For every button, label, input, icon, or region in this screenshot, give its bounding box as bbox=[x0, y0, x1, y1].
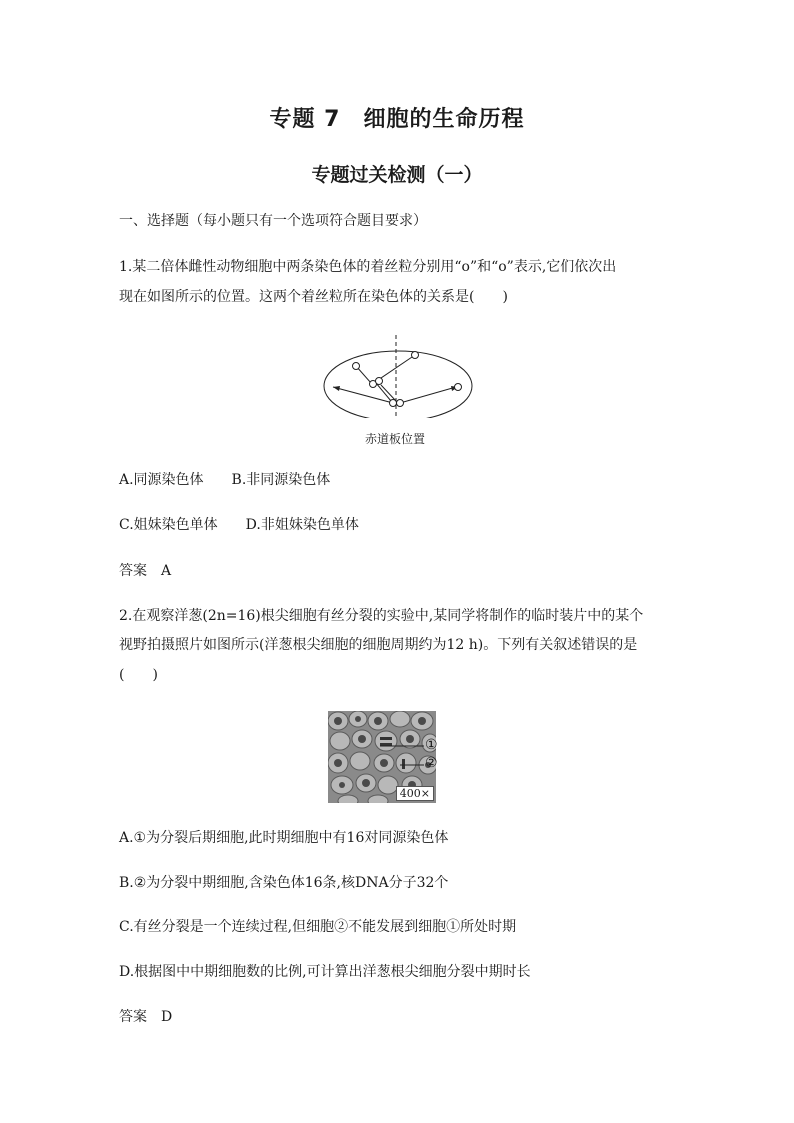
q2-label-1: ① bbox=[425, 737, 438, 753]
section-heading: 一、选择题（每小题只有一个选项符合题目要求） bbox=[119, 213, 427, 229]
q2-stem-line-1: 2.在观察洋葱(2n=16)根尖细胞有丝分裂的实验中,某同学将制作的临时装片中的某个 bbox=[119, 608, 644, 624]
centromere-paths bbox=[333, 355, 456, 403]
q1-options-line-1: A.同源染色体 B.非同源染色体 bbox=[119, 472, 331, 488]
q2-option-c: C.有丝分裂是一个连续过程,但细胞②不能发展到细胞①所处时期 bbox=[119, 919, 517, 935]
q1-stem-line-2: 现在如图所示的位置。这两个着丝粒所在染色体的关系是( ) bbox=[119, 289, 508, 305]
q1-cell-diagram bbox=[318, 333, 478, 418]
centromeres bbox=[353, 352, 462, 407]
q2-option-a: A.①为分裂后期细胞,此时期细胞中有16对同源染色体 bbox=[119, 830, 449, 846]
q2-option-d: D.根据图中中期细胞数的比例,可计算出洋葱根尖细胞分裂中期时长 bbox=[119, 964, 531, 980]
q2-label-2: ② bbox=[425, 755, 438, 771]
q1-stem-line-1: 1.某二倍体雌性动物细胞中两条染色体的着丝粒分别用“o”和“o”表示,它们依次出 bbox=[119, 259, 617, 275]
q2-stem-line-3: ( ) bbox=[119, 667, 158, 683]
q1-answer: 答案 A bbox=[119, 563, 172, 579]
arrow-left bbox=[333, 386, 340, 391]
q2-option-b: B.②为分裂中期细胞,含染色体16条,核DNA分子32个 bbox=[119, 875, 449, 891]
q2-stem-line-2: 视野拍摄照片如图所示(洋葱根尖细胞的细胞周期约为12 h)。下列有关叙述错误的是 bbox=[119, 637, 638, 653]
cell-outline bbox=[324, 351, 472, 418]
q1-options-line-2: C.姐妹染色单体 D.非姐妹染色单体 bbox=[119, 517, 359, 533]
page-subtitle: 专题过关检测（一） bbox=[311, 164, 483, 186]
q2-label-lines bbox=[380, 738, 428, 772]
q2-answer: 答案 D bbox=[119, 1009, 173, 1025]
magnification-label: 400× bbox=[396, 786, 434, 801]
page-title: 专题 7 细胞的生命历程 bbox=[269, 107, 525, 132]
q1-figure-caption: 赤道板位置 bbox=[365, 432, 426, 446]
